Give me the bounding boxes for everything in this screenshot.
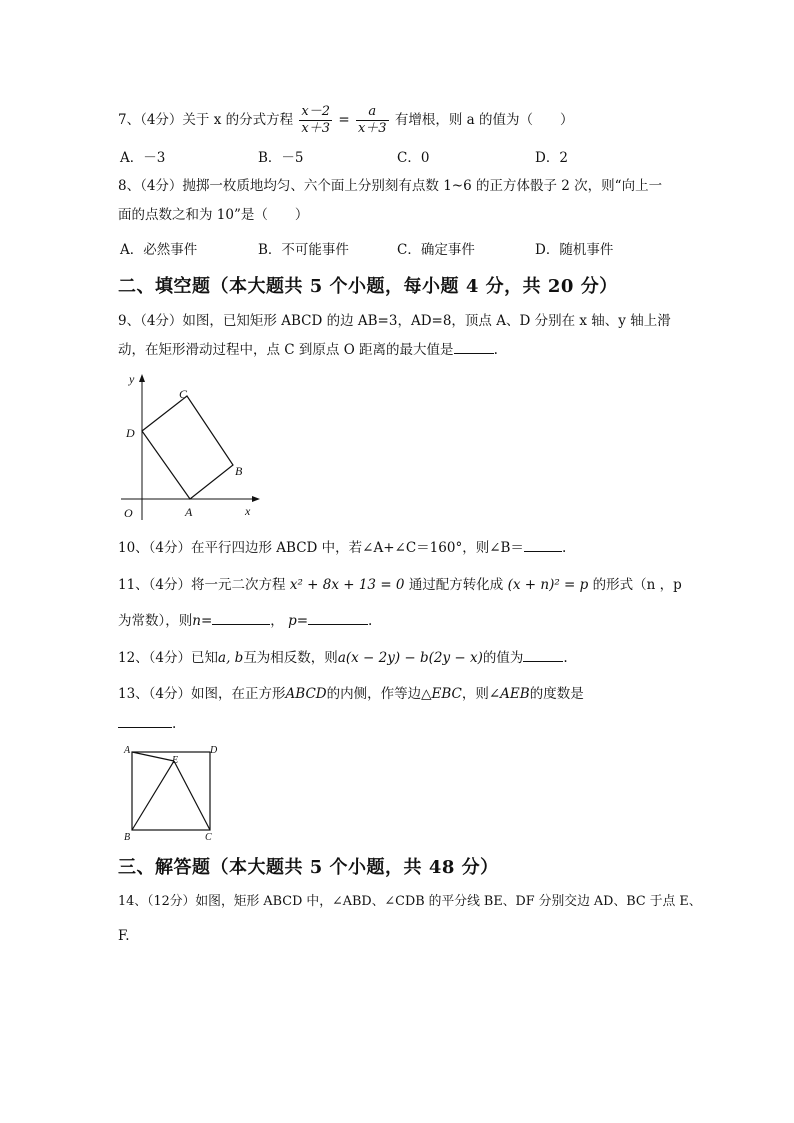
q7-option-a: A．－3 <box>120 150 166 166</box>
q8-option-d: D．随机事件 <box>535 242 614 258</box>
q9-answer-blank <box>454 340 494 354</box>
q7-fraction-2: $\frac{a}{x+3}$ <box>357 104 387 136</box>
label-d: D <box>126 426 135 440</box>
q12-expression: a(x − 2y) − b(2y − x) <box>337 650 483 666</box>
label-e: E <box>172 755 179 766</box>
q7-prefix: 7、（4分）关于 x 的分式方程 <box>118 112 294 128</box>
q9-line-2: 动，在矩形滑动过程中，点 C 到原点 O 距离的最大值是 . <box>118 342 498 358</box>
q11-n-blank <box>212 611 270 625</box>
label-b: B <box>235 464 243 478</box>
q7-option-c: C．0 <box>397 150 430 166</box>
q9-line-1: 9、（4分）如图，已知矩形 ABCD 的边 AB=3，AD=8，顶点 A、D 分别在 x 轴、y 轴上滑 <box>118 313 671 329</box>
q11-line-1: 11、（4分）将一元二次方程 x² + 8x + 13 = 0 通过配方转化成 (x + n)² = p 的形式（n ，p <box>118 577 682 593</box>
q9-figure <box>115 370 265 525</box>
q12-answer-blank <box>523 648 563 662</box>
section-2-title: 二、填空题（本大题共 5 个小题，每小题 4 分，共 20 分） <box>118 276 618 297</box>
q11-equation: x² + 8x + 13 = 0 <box>289 577 405 593</box>
q14-line-2: F. <box>118 928 130 944</box>
x-axis-arrow-icon <box>252 496 260 502</box>
label-y: y <box>129 372 135 386</box>
rectangle-abcd <box>142 396 233 499</box>
question-10: 10、（4分）在平行四边形 ABCD 中，若∠A+∠C＝160°，则∠B＝ . <box>118 540 567 556</box>
q8-option-b: B．不可能事件 <box>258 242 349 258</box>
label-x: x <box>245 504 251 518</box>
square-abcd <box>132 752 210 830</box>
q14-line-1: 14、（12分）如图，矩形 ABCD 中，∠ABD、∠CDB 的平分线 BE、DF 分别交边 AD、BC 于点 E、 <box>118 894 702 909</box>
q7-suffix: 有增根，则 a 的值为（ ） <box>394 112 574 128</box>
q13-figure <box>118 742 223 844</box>
q8-option-a: A．必然事件 <box>120 242 198 258</box>
label-a: A <box>124 745 131 756</box>
section-3-title: 三、解答题（本大题共 5 个小题，共 48 分） <box>118 857 499 878</box>
q11-p-blank <box>308 611 368 625</box>
q7-option-b: B．－5 <box>258 150 304 166</box>
label-b: B <box>124 832 131 843</box>
q13-line-1: 13、（4分）如图，在正方形ABCD的内侧，作等边△EBC，则∠AEB的度数是 <box>118 686 584 702</box>
q13-line-2: . <box>118 714 176 734</box>
q8-option-c: C．确定事件 <box>397 242 475 258</box>
q8-line-2: 面的点数之和为 10”是（ ） <box>118 207 309 223</box>
q7-equals: = <box>338 112 350 128</box>
label-c: C <box>205 832 212 843</box>
segment-ae <box>132 752 174 761</box>
q11-line-2: 为常数），则n= ， p= . <box>118 613 373 629</box>
q7-fraction-1: $\frac{x-2}{x+3}$ <box>301 104 331 136</box>
y-axis-arrow-icon <box>139 374 145 382</box>
q10-answer-blank <box>524 538 562 552</box>
q8-line-1: 8、（4分）抛掷一枚质地均匀、六个面上分别刻有点数 1~6 的正方体骰子 2 次，则“向上一 <box>118 178 663 194</box>
segment-be <box>132 761 174 830</box>
q13-answer-blank <box>118 714 172 728</box>
label-o: O <box>124 506 133 520</box>
q11-form: (x + n)² = p <box>507 577 589 593</box>
question-12: 12、（4分）已知a, b互为相反数，则a(x − 2y) − b(2y − x)的值为 . <box>118 650 568 666</box>
label-c: C <box>179 387 188 401</box>
label-a: A <box>185 505 193 519</box>
q7-option-d: D．2 <box>535 150 568 166</box>
label-d: D <box>210 745 218 756</box>
segment-ce <box>174 761 210 830</box>
question-7 <box>118 104 573 137</box>
